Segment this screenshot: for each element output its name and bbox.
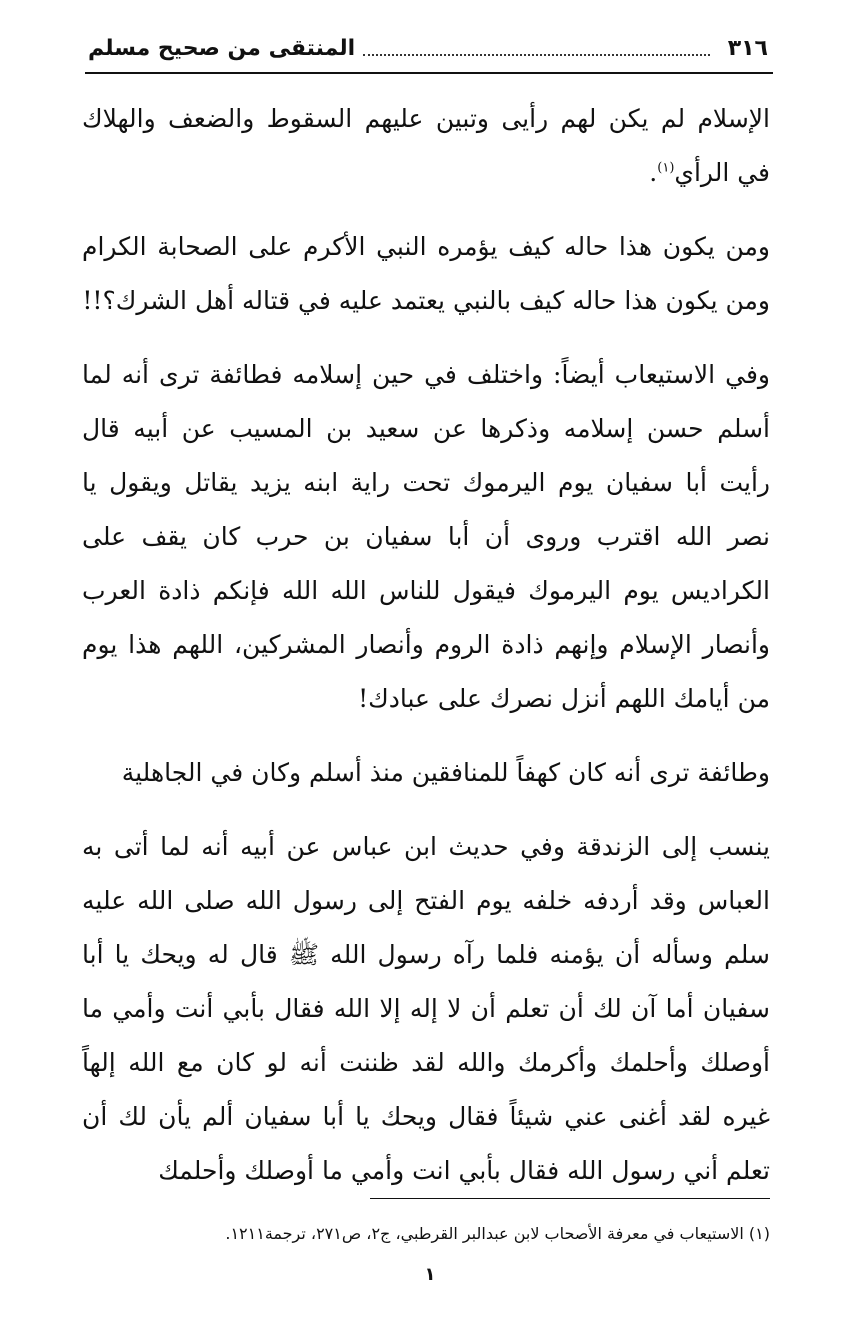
- footnote-separator: [370, 1198, 770, 1199]
- paragraph: وطائفة ترى أنه كان كهفاً للمنافقين منذ أسلم وكان في الجاهلية: [121, 758, 770, 787]
- paragraph: ينسب إلى الزندقة وفي حديث ابن عباس عن أبيه أنه لما أتى به العباس وقد أردفه خلفه يوم الفتح إلى رسول الله صلى الله عليه سلم وسأله أن يؤمنه فلما رآه رسول الله ﷺ قال له ويحك يا أبا سفيان أما آن لك أن تعلم أن لا إله إلا الله فقال بأبي أنت وأمي ما أوصلك وأحلمك وأكرمك والله لقد ظننت أنه لو كان مع الله إلهاً غيره لقد أغنى عني شيئاً فقال ويحك يا أبا سفيان ألم يأن لك أن تعلم أني رسول الله فقال بأبي انت وأمي ما أوصلك وأحلمك: [82, 832, 770, 1185]
- page-number: ٣١٦: [727, 35, 768, 61]
- footnote: (١) الاستيعاب في معرفة الأصحاب لابن عبدالبر القرطبي، ج٢، ص٢٧١، ترجمة١٢١١.: [225, 1224, 770, 1243]
- paragraph: [82, 92, 770, 200]
- book-title: المنتقى من صحيح مسلم: [88, 35, 356, 61]
- body-text: [82, 92, 770, 1218]
- paragraph-text: الإسلام لم يكن لهم رأيى وتبين عليهم السقوط والضعف والهلاك في الرأي: [82, 104, 770, 187]
- page-bottom-mark: ١: [424, 1264, 436, 1285]
- header-dot-leader: [363, 40, 710, 56]
- footnote-reference: (١): [657, 160, 675, 176]
- paragraph: وفي الاستيعاب أيضاً: واختلف في حين إسلامه فطائفة ترى أنه لما أسلم حسن إسلامه وذكرها عن سعيد بن المسيب عن أبيه قال رأيت أبا سفيان يوم اليرموك تحت راية ابنه يزيد يقاتل ويقول يا نصر الله اقترب وروى أن أبا سفيان بن حرب كان يقف على الكراديس يوم اليرموك فيقول للناس الله الله فإنكم ذادة العرب وأنصار الإسلام وإنهم ذادة الروم وأنصار المشركين، اللهم هذا يوم من أيامك اللهم أنزل نصرك على عبادك!: [82, 360, 771, 713]
- running-header: [88, 28, 768, 68]
- paragraph: ومن يكون هذا حاله كيف يؤمره النبي الأكرم على الصحابة الكرام ومن يكون هذا حاله كيف بالنبي يعتمد عليه في قتاله أهل الشرك؟!!: [82, 232, 770, 315]
- header-rule: [85, 72, 773, 74]
- paragraph-tail: .: [649, 158, 658, 187]
